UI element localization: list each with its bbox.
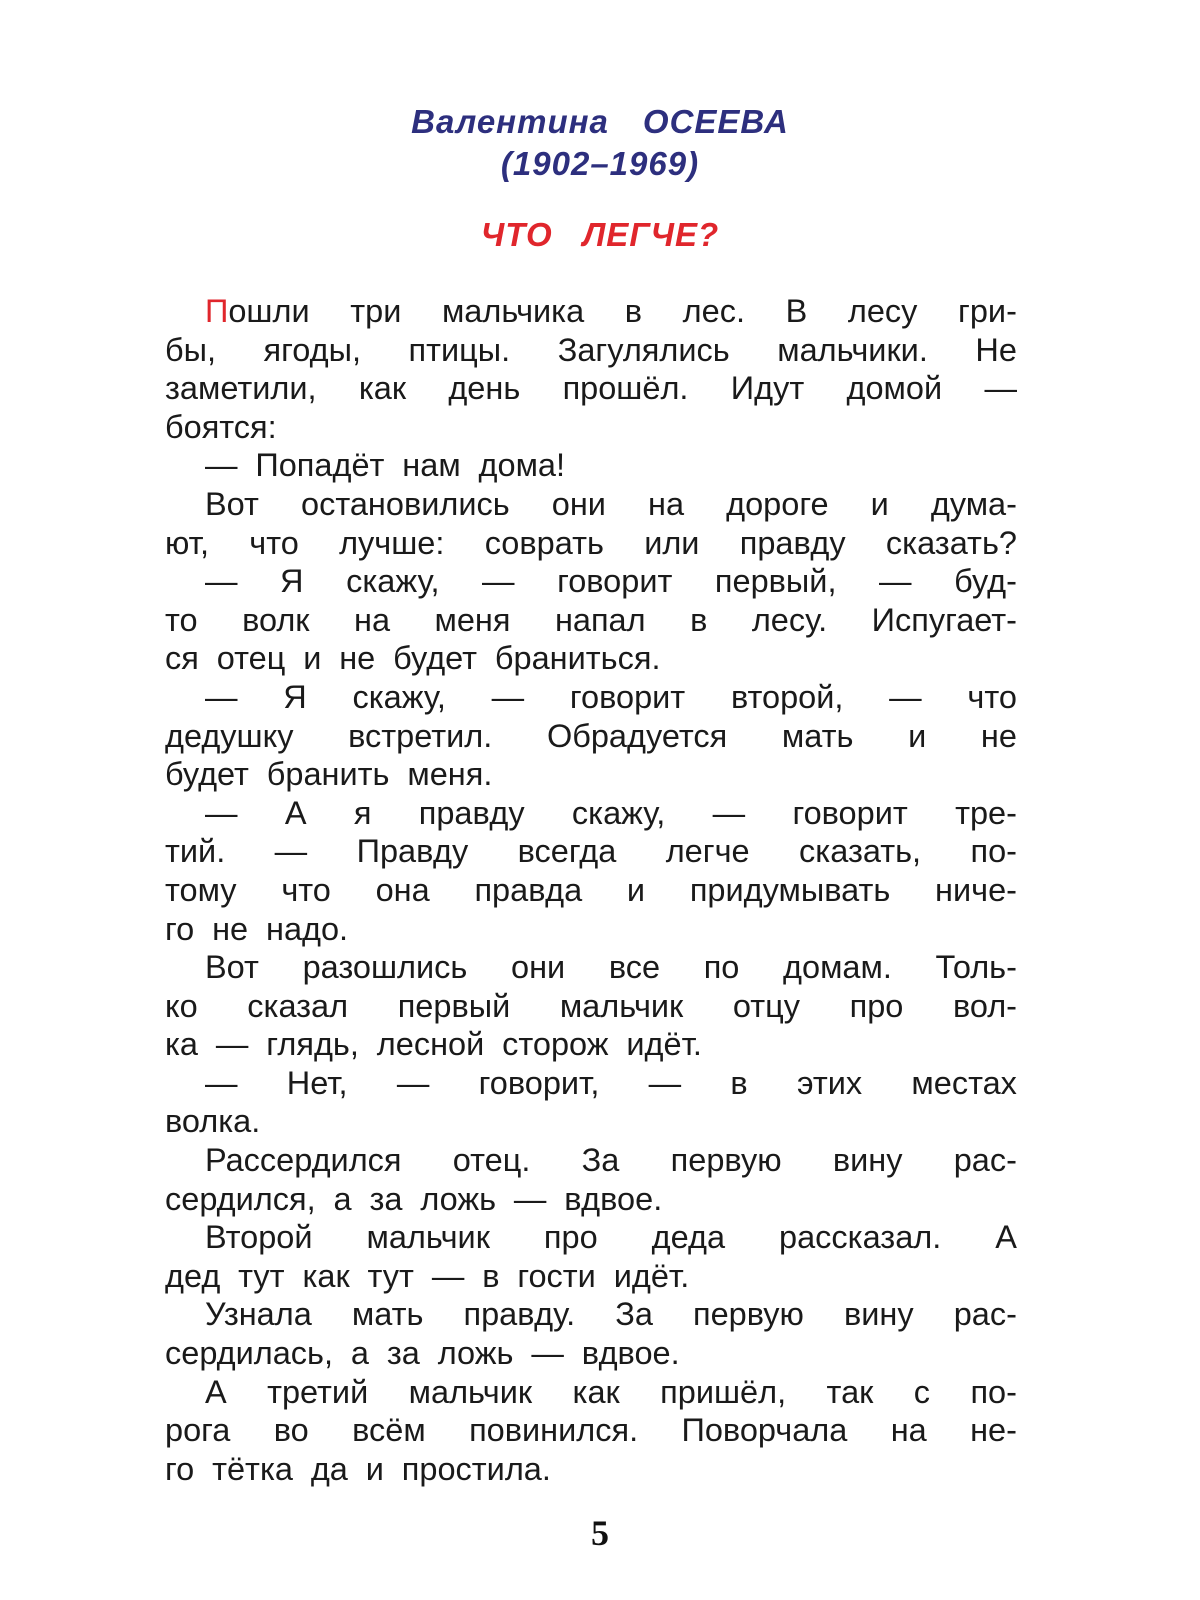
story-word: сказал xyxy=(247,987,349,1024)
story-word: как xyxy=(358,370,407,407)
story-word: Рассердился xyxy=(205,1142,402,1179)
story-line xyxy=(165,331,1017,370)
story-word: дед xyxy=(165,1257,221,1294)
story-text xyxy=(165,292,1017,1488)
story-word: про xyxy=(849,987,904,1024)
story-word: — xyxy=(431,1257,465,1294)
story-word: боятся: xyxy=(165,408,277,445)
story-word: третий xyxy=(267,1373,369,1410)
story-word: волк xyxy=(242,601,310,638)
story-word: мать xyxy=(351,1296,424,1333)
title-word-1: ЧТО xyxy=(480,216,553,253)
story-word: разошлись xyxy=(302,949,468,986)
story-word: три xyxy=(350,293,402,329)
story-word: про xyxy=(543,1219,598,1256)
story-word: лес. xyxy=(682,293,745,329)
story-word: Испугает- xyxy=(871,601,1017,638)
story-word: мальчики. xyxy=(777,331,928,368)
story-word: — xyxy=(482,563,515,600)
story-word: отец xyxy=(216,640,286,677)
story-word: дома! xyxy=(478,447,566,484)
story-word: дедушку xyxy=(165,717,294,754)
story-word: — xyxy=(984,370,1017,407)
story-word: го xyxy=(165,1450,195,1487)
story-word: повинился. xyxy=(469,1412,639,1449)
story-word: в xyxy=(482,1257,500,1294)
story-word: ниче- xyxy=(935,871,1017,908)
story-word: вдвое. xyxy=(564,1180,663,1217)
story-word: Попадёт xyxy=(255,447,385,484)
story-word: Идут xyxy=(730,370,805,407)
story-word: А xyxy=(284,794,307,831)
story-word: тий. xyxy=(165,833,226,870)
story-word: то xyxy=(165,601,198,638)
story-word: второй, xyxy=(730,678,844,715)
story-word: сказать, xyxy=(799,833,922,870)
story-word: и xyxy=(365,1450,384,1487)
story-word: будет xyxy=(393,640,478,677)
story-word: сердилась, xyxy=(165,1335,334,1372)
story-word: глядь, xyxy=(266,1026,359,1063)
story-word: не- xyxy=(970,1412,1017,1449)
story-word: меня. xyxy=(407,756,493,793)
story-word: да xyxy=(310,1450,348,1487)
story-word: и xyxy=(908,717,927,754)
story-word: тому xyxy=(165,871,237,908)
story-word: вол- xyxy=(952,987,1017,1024)
story-word: правду. xyxy=(463,1296,576,1333)
story-word: гри- xyxy=(958,293,1017,329)
story-line xyxy=(165,871,1017,910)
story-word: — xyxy=(879,563,912,600)
author-heading xyxy=(0,101,1200,185)
page-number: 5 xyxy=(591,1513,609,1553)
story-word: простила. xyxy=(401,1450,551,1487)
story-word: птицы. xyxy=(408,331,511,368)
story-word: она xyxy=(375,871,430,908)
story-word: а xyxy=(333,1180,352,1217)
story-word: Правду xyxy=(356,833,469,870)
story-word: тётка xyxy=(212,1450,293,1487)
story-word: заметили, xyxy=(165,370,317,407)
story-word: не xyxy=(212,910,249,947)
story-word: отцу xyxy=(732,987,800,1024)
story-word: всём xyxy=(352,1412,426,1449)
story-word: идёт. xyxy=(626,1026,702,1063)
story-word: Поворчала xyxy=(681,1412,848,1449)
story-word: домой xyxy=(846,370,943,407)
story-word: лесной xyxy=(376,1026,485,1063)
story-word: тут xyxy=(238,1257,285,1294)
story-word: напал xyxy=(554,601,646,638)
story-word: в xyxy=(624,293,643,329)
story-word: на xyxy=(890,1412,927,1449)
story-word: скажу, xyxy=(571,794,666,831)
story-word: деда xyxy=(651,1219,726,1256)
story-word: за xyxy=(386,1335,420,1372)
story-word: пришёл, xyxy=(660,1373,787,1410)
story-word: За xyxy=(615,1296,653,1333)
story-line xyxy=(165,408,1017,447)
story-word: и xyxy=(870,485,889,522)
story-line xyxy=(165,987,1017,1026)
story-word: В xyxy=(785,293,808,329)
story-word: бранить xyxy=(266,756,390,793)
story-word: Второй xyxy=(205,1219,313,1256)
story-word: по- xyxy=(970,833,1017,870)
story-line xyxy=(165,1295,1017,1334)
story-word: тре- xyxy=(955,794,1017,831)
story-word: — xyxy=(889,678,922,715)
story-word: ся xyxy=(165,640,199,677)
story-line xyxy=(165,1025,1017,1064)
story-word: Вот xyxy=(205,949,259,986)
story-word: этих xyxy=(796,1064,863,1101)
story-word: — xyxy=(396,1064,430,1101)
story-word: во xyxy=(273,1412,309,1449)
story-word: Обрадуется xyxy=(546,717,728,754)
story-line xyxy=(165,1141,1017,1180)
story-word: за xyxy=(369,1180,403,1217)
story-word: — xyxy=(205,794,238,831)
story-word: надо. xyxy=(266,910,349,947)
story-word: идёт. xyxy=(613,1257,690,1294)
story-word: мальчика xyxy=(441,293,585,329)
story-word: прошёл. xyxy=(562,370,689,407)
story-word: бы, xyxy=(165,331,217,368)
story-line xyxy=(165,292,1017,331)
author-first-name: Валентина xyxy=(411,103,609,140)
story-word: ка xyxy=(165,1026,199,1063)
story-word: рас- xyxy=(953,1296,1017,1333)
story-word: тут xyxy=(367,1257,414,1294)
story-word: Нет, xyxy=(286,1064,348,1101)
story-word: вину xyxy=(832,1142,903,1179)
story-line xyxy=(165,1180,1017,1219)
story-word: остановились xyxy=(301,485,510,522)
story-word: — xyxy=(513,1180,547,1217)
story-word: — xyxy=(274,833,308,870)
story-word: рога xyxy=(165,1412,231,1449)
story-word: придумывать xyxy=(689,871,891,908)
story-word: — xyxy=(215,1026,249,1063)
story-word: — xyxy=(205,563,238,600)
story-line xyxy=(165,1064,1017,1103)
story-word: в xyxy=(690,601,708,638)
story-word: как xyxy=(572,1373,620,1410)
story-word: лесу. xyxy=(751,601,828,638)
story-word: правда xyxy=(474,871,583,908)
story-line xyxy=(165,717,1017,756)
story-line xyxy=(165,485,1017,524)
story-word: они xyxy=(511,949,566,986)
story-word: Не xyxy=(975,331,1017,368)
story-word: местах xyxy=(911,1064,1017,1101)
story-word: А xyxy=(995,1219,1017,1256)
story-word: ягоды, xyxy=(263,331,361,368)
story-line xyxy=(165,755,1017,794)
story-word: как xyxy=(302,1257,350,1294)
story-word: что xyxy=(281,871,331,908)
story-word: меня xyxy=(434,601,511,638)
story-word: все xyxy=(608,949,661,986)
story-word: в xyxy=(730,1064,748,1101)
story-word: лучше: xyxy=(339,524,445,561)
story-word: первую xyxy=(670,1142,782,1179)
story-word: — xyxy=(648,1064,682,1101)
story-word: браниться. xyxy=(494,640,661,677)
story-word: так xyxy=(826,1373,874,1410)
story-word: мать xyxy=(781,717,854,754)
story-word: они xyxy=(551,485,606,522)
story-word: и xyxy=(303,640,322,677)
story-word: ложь xyxy=(420,1180,497,1217)
story-word: день xyxy=(448,370,521,407)
story-word: что xyxy=(249,524,299,561)
story-word: А xyxy=(205,1373,227,1410)
story-word: гости xyxy=(517,1257,596,1294)
story-word: легче xyxy=(665,833,750,870)
story-word: по xyxy=(703,949,740,986)
story-line xyxy=(165,1450,1017,1489)
story-line xyxy=(165,601,1017,640)
story-word: го xyxy=(165,910,195,947)
story-word: мальчик xyxy=(408,1373,533,1410)
story-word: — xyxy=(205,1064,238,1101)
story-word: — xyxy=(712,794,746,831)
story-word: первую xyxy=(693,1296,804,1333)
story-word: соврать xyxy=(484,524,604,561)
story-word: Толь- xyxy=(935,949,1017,986)
story-word: вину xyxy=(844,1296,914,1333)
story-word: — xyxy=(491,678,525,715)
story-word: За xyxy=(581,1142,620,1179)
story-word: — xyxy=(531,1335,564,1372)
story-word: правду xyxy=(418,794,525,831)
story-line xyxy=(165,1373,1017,1412)
story-word: сердился, xyxy=(165,1180,316,1217)
story-word: не xyxy=(339,640,376,677)
story-line xyxy=(165,832,1017,871)
story-word: рас- xyxy=(953,1142,1017,1179)
story-word: говорит xyxy=(569,678,686,715)
story-word: Я xyxy=(283,678,307,715)
story-word: на xyxy=(354,601,391,638)
story-word: скажу, xyxy=(352,678,446,715)
story-word: отец. xyxy=(452,1142,531,1179)
story-word: говорит xyxy=(557,563,673,600)
story-word: буд- xyxy=(954,563,1017,600)
story-line xyxy=(165,369,1017,408)
story-word: ложь xyxy=(437,1335,514,1372)
story-word: на xyxy=(648,485,685,522)
story-word: скажу, xyxy=(346,563,440,600)
story-line xyxy=(165,446,1017,485)
story-line xyxy=(165,639,1017,678)
story-word: говорит, xyxy=(478,1064,600,1101)
story-word: волка. xyxy=(165,1103,261,1140)
story-word: с xyxy=(913,1373,931,1410)
story-line xyxy=(165,678,1017,717)
story-line xyxy=(165,1257,1017,1296)
story-word: я xyxy=(353,794,372,831)
story-word: нам xyxy=(402,447,461,484)
story-line xyxy=(165,1102,1017,1141)
story-word: сказать? xyxy=(885,524,1017,561)
story-word: будет xyxy=(165,756,249,793)
story-word: Пошли xyxy=(205,293,310,329)
story-word: не xyxy=(980,717,1017,754)
story-word: всегда xyxy=(517,833,617,870)
story-title xyxy=(0,214,1200,256)
story-word: рассказал. xyxy=(779,1219,942,1256)
story-line xyxy=(165,1411,1017,1450)
story-word: говорит xyxy=(792,794,908,831)
story-word: Я xyxy=(280,563,304,600)
story-line xyxy=(165,948,1017,987)
story-word: первый xyxy=(397,987,511,1024)
story-line xyxy=(165,1334,1017,1373)
story-word: сторож xyxy=(502,1026,609,1063)
author-last-name: ОСЕЕВА xyxy=(642,103,789,140)
story-word: Вот xyxy=(205,485,259,522)
story-line xyxy=(165,562,1017,601)
drop-cap: П xyxy=(205,293,229,329)
story-word: правду xyxy=(739,524,846,561)
title-word-2: ЛЕГЧЕ? xyxy=(582,216,720,253)
story-word: мальчик xyxy=(366,1219,490,1256)
story-line xyxy=(165,794,1017,833)
story-line xyxy=(165,524,1017,563)
story-word: по- xyxy=(970,1373,1017,1410)
author-name-line xyxy=(0,101,1200,143)
story-word: ют, xyxy=(165,524,209,561)
story-word: домам. xyxy=(783,949,892,986)
story-word: встретил. xyxy=(348,717,493,754)
story-word: вдвое. xyxy=(581,1335,680,1372)
author-years: (1902–1969) xyxy=(500,145,700,182)
story-word: или xyxy=(644,524,700,561)
story-word: а xyxy=(350,1335,369,1372)
story-line xyxy=(165,910,1017,949)
story-line xyxy=(165,1218,1017,1257)
story-word: и xyxy=(626,871,646,908)
story-word: первый, xyxy=(714,563,837,600)
story-word: — xyxy=(205,447,238,484)
story-word: что xyxy=(967,678,1017,715)
story-word: ко xyxy=(165,987,198,1024)
story-word: Узнала xyxy=(205,1296,312,1333)
story-word: лесу xyxy=(847,293,918,329)
story-word: дороге xyxy=(726,485,829,522)
story-word: Загулялись xyxy=(557,331,730,368)
story-word: — xyxy=(205,678,238,715)
story-word: дума- xyxy=(930,485,1017,522)
story-word: мальчик xyxy=(559,987,684,1024)
